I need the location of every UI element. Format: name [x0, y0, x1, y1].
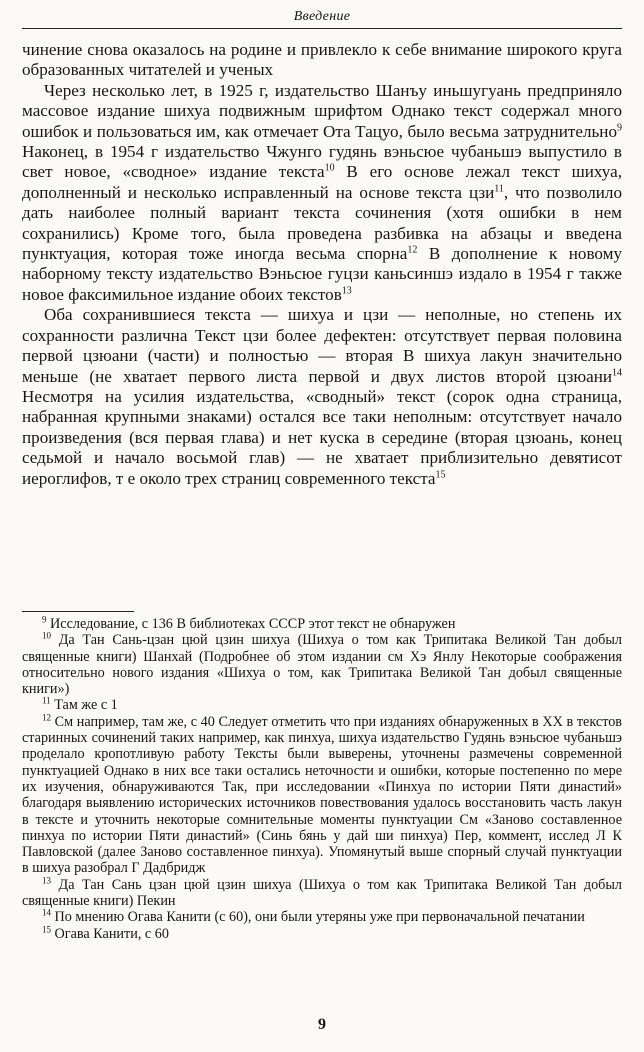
- footnote-ref[interactable]: 10: [324, 162, 335, 174]
- paragraph: Через несколько лет, в 1925 г, издательство Шанъу иньшугуань предприняло массовое издание шихуа подвижным шрифтом Однако текст содержал много ошибок и пользоваться им, как отмечает Ота Тацуо, было весьма затруднительно$^9$ Наконец, в 1954 г издательство Чжунго гудянь вэньсюе чубаньшэ выпустило в свет новое, «сводное» издание текста$^{10}$ В его основе лежал текст шихуа, дополненный и несколько исправленный на основе текста цзи$^{11}$, что позволило дать наиболее полный вариант текста сочинения (хотя ошибки в нем сохранились) Кроме того, была проведена разбивка на абзацы и введена пунктуация, которая тоже иногда весьма спорна$^{12}$ В дополнение к новому наборному тексту издательство Вэньсюе гуцзи каньсиншэ издало в 1954 г также новое факсимильное издание обоих текстов$^{13}$: [22, 80, 623, 304]
- footnote-number: 14: [42, 907, 51, 918]
- footnote: $^{10}$ Да Тан Сань-цзан цюй цзин шихуа (Шихуа о том как Трипитака Великой Тан добыл священные книги) Шанхай (Подробнее об этом издании см Хэ Янлу Некоторые соображения относительно нового издания «Шихуа о том, как Трипитака Великой Тан добыл священные книги»): [22, 630, 622, 698]
- footnote: $^{12}$ См например, там же, с 40 Следует отметить что при изданиях обнаруженных в XX в текстов старинных сочинений таких например, как пинхуа, шихуа издательство Гудянь вэньсюе чубаньшэ проделало кропотливую работу Тексты были выверены, уточнены размечены современной пунктуацией Однако в них все таки остались неточности и ошибки, которые постепенно по мере их изучения, обнаруживаются Так, при исследовании «Пинхуа по истории Пяти династий» благодаря выявлению исторических источников повествования удалось восстановить часть лакун в тексте и уточнить некоторые сомнительные моменты пунктуации См «Заново составленное пинхуа по истории Пяти династий» (Синь бянь у дай ши пинхуа) Пер, коммент, исслед Л К Павловской (далее Заново составленное пинхуа). Упомянутый выше спорный случай пунктуации в шихуа разобрал Г Дадбридж: [22, 712, 622, 877]
- page-number: 9: [318, 1016, 326, 1033]
- paragraph: чинение снова оказалось на родине и привлекло к себе внимание широкого круга образованных читателей и ученых: [22, 40, 622, 80]
- footnote-ref[interactable]: 9: [617, 121, 622, 133]
- main-text: [22, 40, 622, 489]
- footnote-number: 13: [42, 875, 51, 886]
- footnote-number: 12: [42, 712, 51, 723]
- footnote-ref[interactable]: 11: [494, 183, 504, 195]
- paragraph: Оба сохранившиеся текста — шихуа и цзи — неполные, но степень их сохранности различна Текст цзи более дефектен: отсутствует первая половина первой цзюани (части) и полностью — вторая В шихуа лакун значительно меньше (не хватает первого листа первой и двух листов второй цзюани$^{14}$ Несмотря на усилия издательства, «сводный» текст (сорок одна страница, набранная крупными знаками) остался все таки неполным: отсутствует начало произведения (вся первая глава) и нет куска в середине (вторая цзюань, конец седьмой и начало восьмой глав) — не хватает приблизительно девятисот иероглифов, т е около трех страниц современного текста$^{15}$: [22, 305, 622, 488]
- footnote-ref[interactable]: 15: [435, 468, 446, 480]
- footnote: $^9$ Исследование, с 136 В библиотеках СССР этот текст не обнаружен: [42, 614, 456, 632]
- footnote: $^{11}$ Там же с 1: [42, 695, 118, 714]
- running-head-title: Введение: [293, 9, 351, 24]
- footnote-number: 15: [42, 923, 51, 934]
- running-head: [22, 6, 622, 29]
- footnote: $^{13}$ Да Тан Сань цзан цюй цзин шихуа (Шихуа о том как Трипитака Великой Тан добыл священные книги) Пекин: [22, 875, 623, 910]
- footnote-number: 11: [42, 695, 51, 706]
- footnote-ref[interactable]: 14: [612, 366, 622, 378]
- footnote-number: 10: [42, 630, 51, 641]
- footnote-number: 9: [42, 614, 47, 625]
- footnote: $^{14}$ По мнению Огава Канити (с 60), они были утеряны уже при первоначальной печатании: [42, 907, 585, 926]
- footnote-divider: [22, 611, 134, 612]
- footnote-ref[interactable]: 13: [341, 285, 352, 297]
- footnote: $^{15}$ Огава Канити, с 60: [42, 923, 169, 942]
- footnotes: [22, 616, 622, 942]
- footnote-ref[interactable]: 12: [407, 244, 418, 256]
